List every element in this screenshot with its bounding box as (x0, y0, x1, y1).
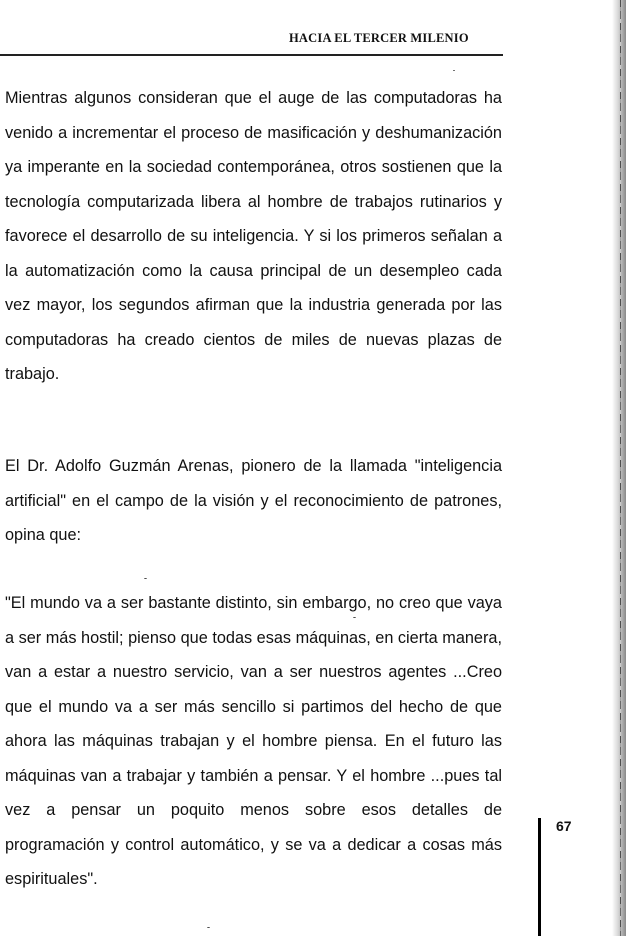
scan-speck (453, 70, 455, 71)
scan-speck (207, 927, 210, 928)
paragraph-guzman-quote: "El mundo va a ser bastante distinto, sin embargo, no creo que vaya a ser más hostil; pienso que todas esas máquinas, en cierta manera, van a estar a nuestro servicio, van a ser nuestros agentes ...Creo que el mundo va a ser más sencillo si partimos del hecho de que ahora las máquinas trabajan y el hombre piensa. En el futuro las máquinas van a trabajar y también a pensar. Y el hombre ...pues tal vez a pensar un poquito menos sobre esos detalles de programación y control automático, y se va a dedicar a cosas más espirituales". (5, 594, 502, 888)
page-edge-shadow (612, 0, 626, 936)
page-edge-line (620, 0, 621, 936)
scan-speck (353, 617, 356, 618)
margin-rule (538, 818, 541, 936)
scan-speck (144, 578, 147, 579)
page-number: 67 (556, 818, 572, 834)
paragraph-computers-debate: Mientras algunos consideran que el auge de las computadoras ha venido a incrementar el proceso de masificación y deshumanización ya imperante en la sociedad contemporánea, otros sostienen que la tecnología computarizada libera al hombre de trabajos rutinarios y favorece el desarrollo de su inteligencia. Y si los primeros señalan a la automatización como la causa principal de un desempleo cada vez mayor, los segundos afirman que la industria generada por las computadoras ha creado cientos de miles de nuevas plazas de trabajo. (5, 89, 502, 383)
header-rule (0, 54, 503, 56)
running-header: HACIA EL TERCER MILENIO (289, 31, 469, 45)
paragraph-guzman-intro: El Dr. Adolfo Guzmán Arenas, pionero de la llamada "inteligencia artificial" en el campo de la visión y el reconocimiento de patrones, opina que: (5, 457, 502, 544)
